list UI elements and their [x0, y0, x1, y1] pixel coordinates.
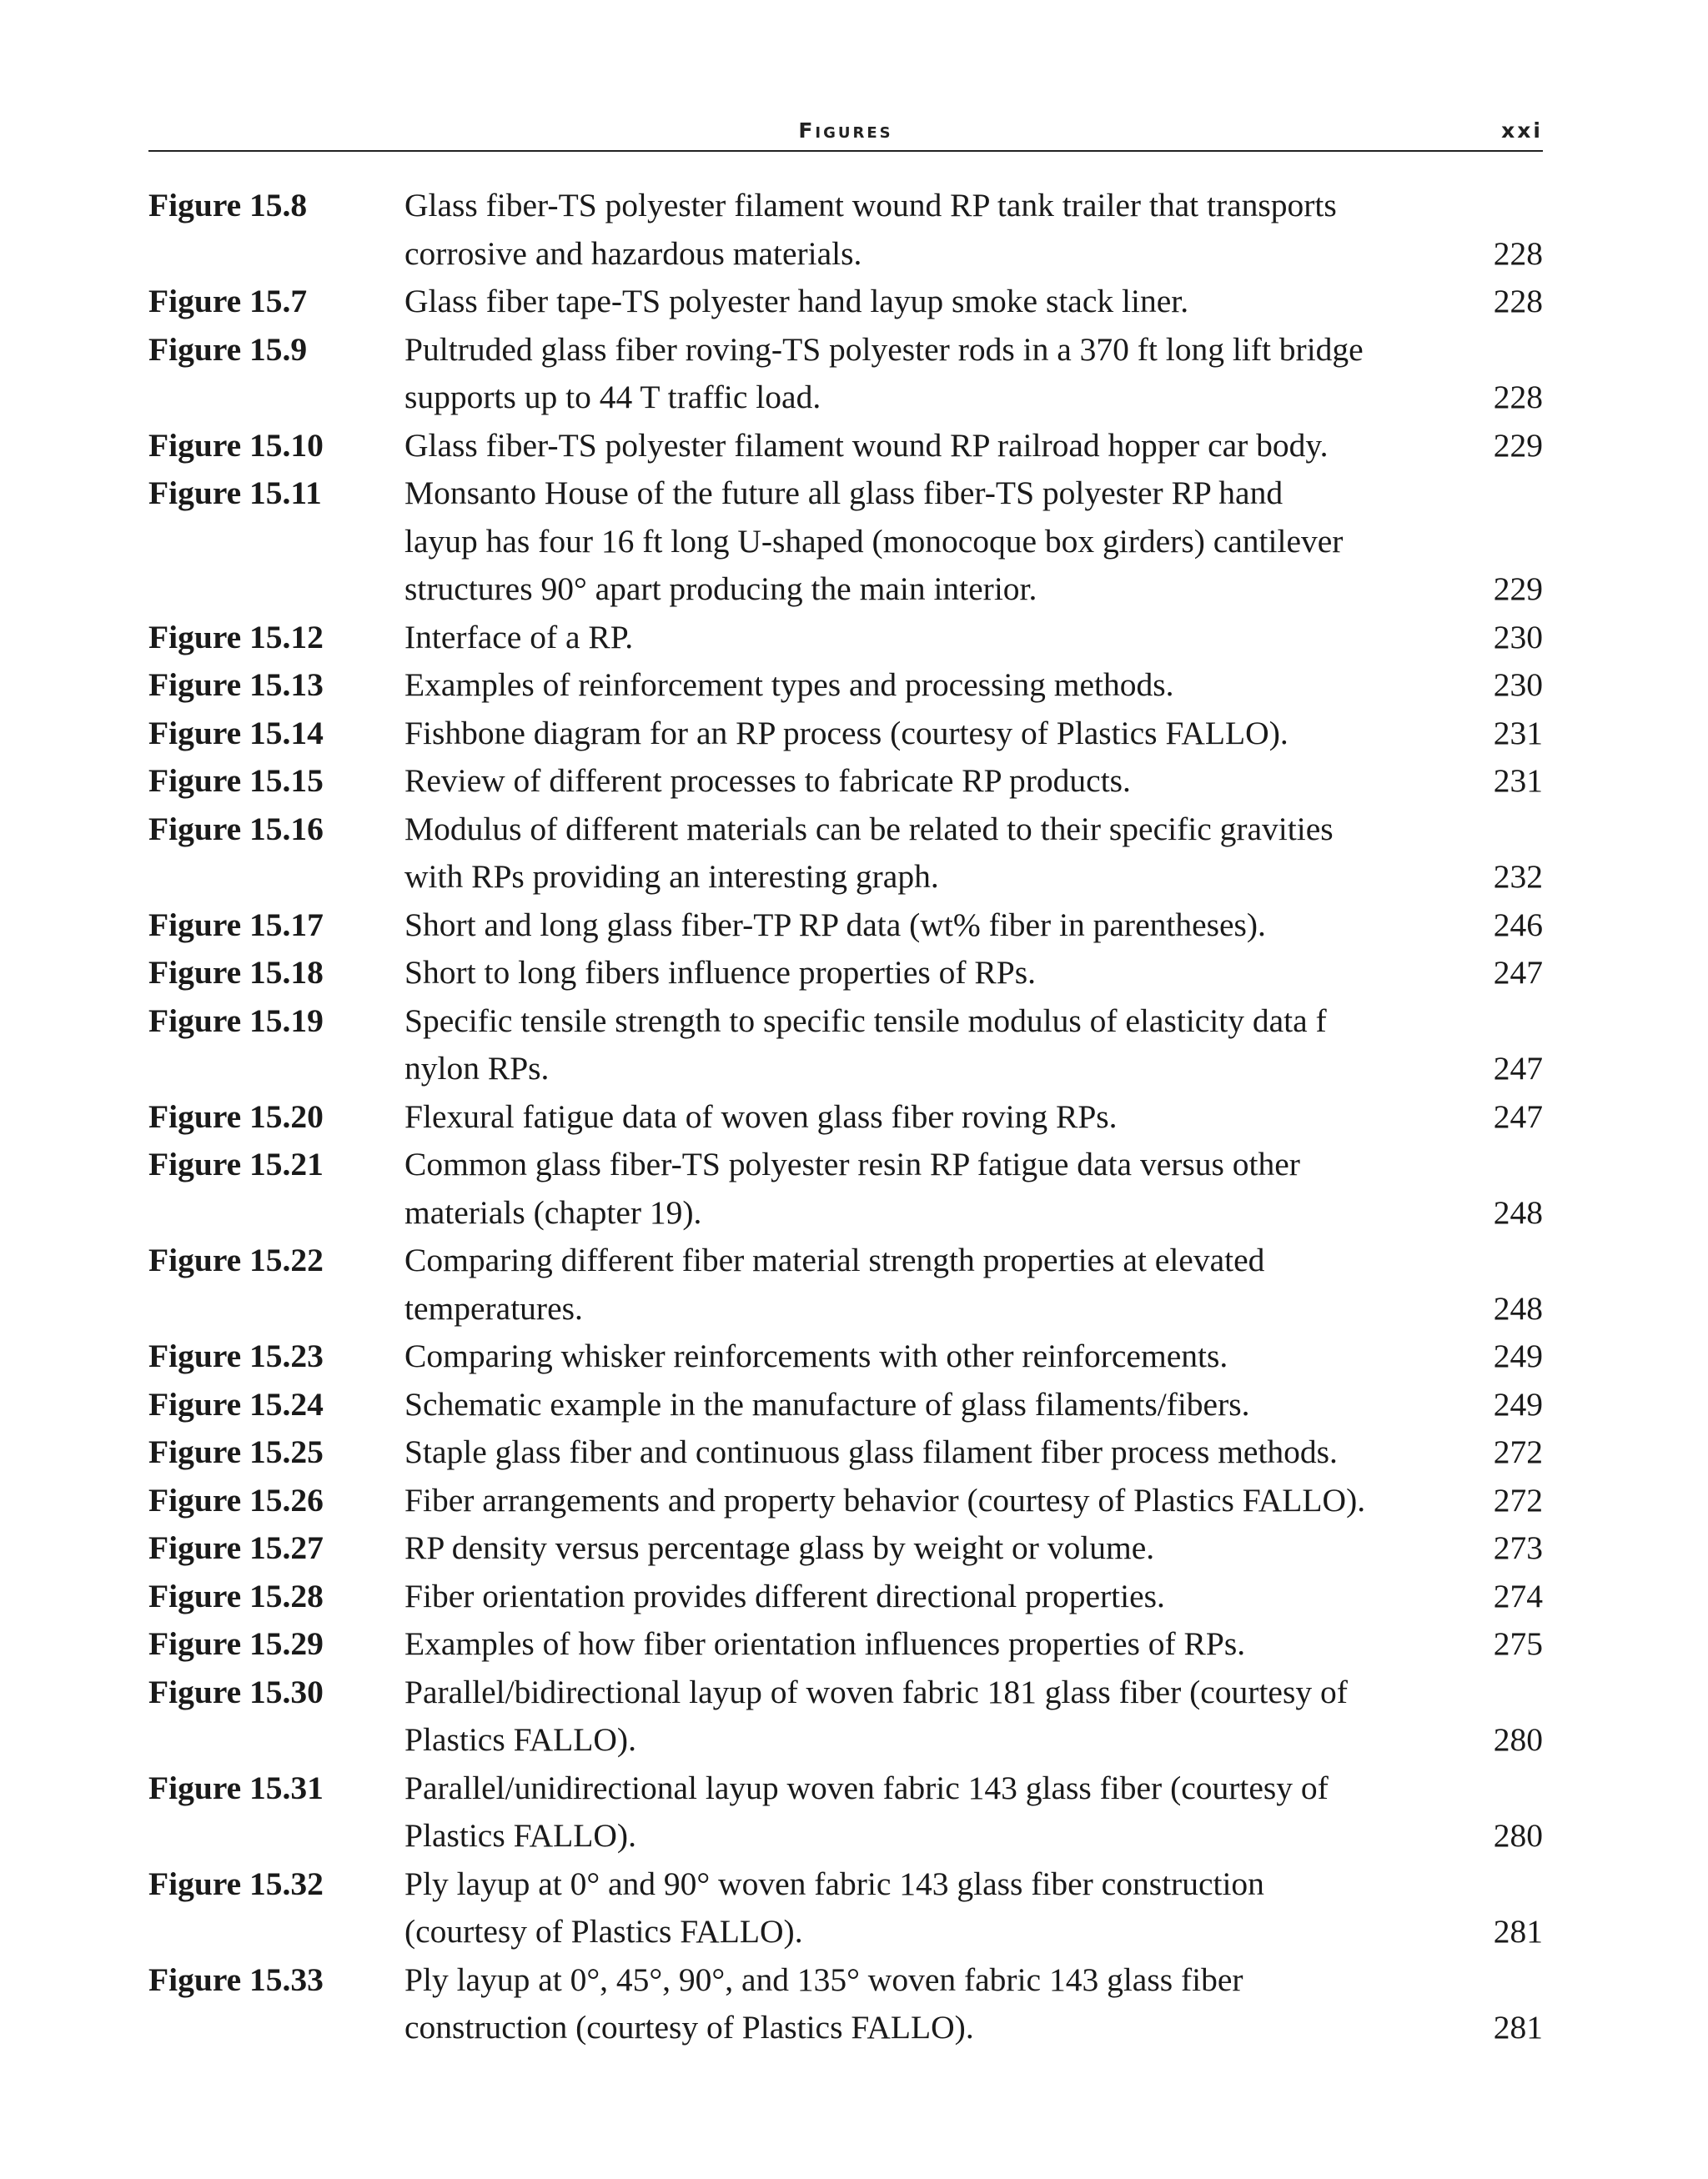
- figure-label: Figure 15.32: [148, 1865, 324, 1902]
- figure-entry: [148, 949, 1543, 997]
- figure-label: Figure 15.19: [148, 1002, 324, 1039]
- figure-caption: Short and long glass fiber-TP RP data (wt% fiber in parentheses).: [404, 906, 1266, 943]
- figure-label: Figure 15.28: [148, 1577, 324, 1614]
- figure-label: Figure 15.31: [148, 1769, 324, 1806]
- figure-caption: Staple glass fiber and continuous glass filament fiber process methods.: [404, 1433, 1338, 1470]
- figure-entry: [148, 1956, 1543, 2052]
- page-folio: xxi: [1501, 118, 1543, 143]
- figure-label: Figure 15.23: [148, 1338, 324, 1374]
- figure-entry: [148, 182, 1543, 278]
- figure-page-number: 272: [1493, 1481, 1543, 1519]
- figure-page-number: 248: [1493, 1289, 1543, 1327]
- figure-entry: [148, 1237, 1543, 1333]
- figure-page-number: 247: [1493, 1097, 1543, 1135]
- figure-caption: Examples of how fiber orientation influences properties of RPs.: [404, 1625, 1246, 1662]
- figure-label: Figure 15.16: [148, 810, 324, 847]
- figure-entry: [148, 1765, 1543, 1860]
- figure-label: Figure 15.12: [148, 618, 324, 655]
- figure-caption: Examples of reinforcement types and processing methods.: [404, 666, 1174, 703]
- figure-page-number: 273: [1493, 1529, 1543, 1566]
- figure-caption: Fiber orientation provides different directional properties.: [404, 1577, 1165, 1614]
- figure-caption: Fiber arrangements and property behavior (courtesy of Plastics FALLO).: [404, 1481, 1366, 1519]
- figure-entry: [148, 469, 1543, 614]
- figure-page-number: 247: [1493, 954, 1543, 991]
- figure-label: Figure 15.30: [148, 1673, 324, 1710]
- figure-page-number: 230: [1493, 618, 1543, 655]
- figure-page-number: 228: [1493, 283, 1543, 319]
- figure-caption: Short to long fibers influence properties of RPs.: [404, 954, 1036, 991]
- figure-page-number: 274: [1493, 1577, 1543, 1614]
- figure-entry: [148, 901, 1543, 950]
- figure-label: Figure 15.8: [148, 187, 308, 223]
- figure-caption: Glass fiber-TS polyester filament wound RP railroad hopper car body.: [404, 426, 1329, 464]
- figure-caption: Ply layup at 0°, 45°, 90°, and 135° woven fabric 143 glass fiber construction (courtesy of Plastics FALLO).: [404, 1961, 1243, 2046]
- figure-caption: Interface of a RP.: [404, 618, 634, 655]
- figure-label: Figure 15.10: [148, 426, 324, 464]
- figure-caption: Flexural fatigue data of woven glass fiber roving RPs.: [404, 1097, 1118, 1135]
- figure-page-number: 230: [1493, 666, 1543, 703]
- figure-caption: Common glass fiber-TS polyester resin RP fatigue data versus other materials (chapter 19).: [404, 1146, 1300, 1231]
- figure-page-number: 280: [1493, 1817, 1543, 1854]
- figure-caption: Pultruded glass fiber roving-TS polyester rods in a 370 ft long lift bridge supports up to 44 T traffic load.: [404, 330, 1364, 415]
- figure-label: Figure 15.22: [148, 1242, 324, 1278]
- figure-entry: [148, 326, 1543, 422]
- figure-entry: [148, 614, 1543, 662]
- figure-entry: [148, 710, 1543, 758]
- figure-caption: Parallel/bidirectional layup of woven fabric 181 glass fiber (courtesy of Plastics FALLO).: [404, 1673, 1348, 1758]
- figure-label: Figure 15.13: [148, 666, 324, 703]
- figure-entry: [148, 1860, 1543, 1956]
- figure-page-number: 275: [1493, 1625, 1543, 1662]
- figure-entry: [148, 1333, 1543, 1381]
- figure-page-number: 280: [1493, 1721, 1543, 1758]
- figure-entry: [148, 1428, 1543, 1477]
- figure-label: Figure 15.20: [148, 1097, 324, 1135]
- figure-entry: [148, 278, 1543, 326]
- figure-page-number: 231: [1493, 762, 1543, 799]
- figure-entry: [148, 757, 1543, 806]
- document-page: [148, 117, 1543, 2052]
- figure-caption: Fishbone diagram for an RP process (courtesy of Plastics FALLO).: [404, 714, 1289, 751]
- figure-entry: [148, 422, 1543, 470]
- figure-page-number: 228: [1493, 234, 1543, 272]
- figure-label: Figure 15.7: [148, 283, 308, 319]
- figure-entry: [148, 1620, 1543, 1669]
- figure-label: Figure 15.14: [148, 714, 324, 751]
- figure-caption: Comparing whisker reinforcements with other reinforcements.: [404, 1338, 1228, 1374]
- figure-entry: [148, 1141, 1543, 1237]
- figure-entry: [148, 997, 1543, 1093]
- figure-label: Figure 15.26: [148, 1481, 324, 1519]
- figure-caption: Glass fiber tape-TS polyester hand layup smoke stack liner.: [404, 283, 1189, 319]
- figure-page-number: 228: [1493, 379, 1543, 415]
- figure-entry: [148, 1381, 1543, 1429]
- figure-caption: Glass fiber-TS polyester filament wound RP tank trailer that transports corrosive and hazardous materials.: [404, 187, 1337, 272]
- figure-page-number: 249: [1493, 1385, 1543, 1423]
- figure-page-number: 229: [1493, 426, 1543, 464]
- figure-page-number: 272: [1493, 1433, 1543, 1470]
- figure-label: Figure 15.27: [148, 1529, 324, 1566]
- figure-caption: Ply layup at 0° and 90° woven fabric 143 glass fiber construction (courtesy of Plastics FALLO).: [404, 1865, 1264, 1950]
- figure-entry: [148, 1573, 1543, 1621]
- figure-caption: Schematic example in the manufacture of glass filaments/fibers.: [404, 1385, 1250, 1423]
- running-head: [148, 117, 1543, 152]
- figure-page-number: 232: [1493, 858, 1543, 895]
- figure-entry: [148, 1477, 1543, 1525]
- figure-page-number: 248: [1493, 1193, 1543, 1231]
- figure-caption: Specific tensile strength to specific tensile modulus of elasticity data f nylon RPs.: [404, 1002, 1327, 1087]
- figure-list: [148, 182, 1543, 2052]
- figure-label: Figure 15.25: [148, 1433, 324, 1470]
- figure-label: Figure 15.15: [148, 762, 324, 799]
- figure-entry: [148, 806, 1543, 901]
- figure-entry: [148, 1093, 1543, 1142]
- figure-page-number: 249: [1493, 1338, 1543, 1374]
- figure-page-number: 281: [1493, 1913, 1543, 1950]
- figure-page-number: 231: [1493, 714, 1543, 751]
- figure-label: Figure 15.17: [148, 906, 324, 943]
- figure-label: Figure 15.21: [148, 1146, 324, 1182]
- figure-caption: Modulus of different materials can be related to their specific gravities with RPs providing an interesting graph.: [404, 810, 1334, 895]
- figure-entry: [148, 1524, 1543, 1573]
- figure-label: Figure 15.24: [148, 1385, 324, 1423]
- figure-label: Figure 15.11: [148, 474, 322, 511]
- figure-caption: Monsanto House of the future all glass fiber-TS polyester RP hand layup has four 16 ft long U-shaped (monocoque box girders) cantilever structures 90° apart producing the main interior.: [404, 474, 1344, 607]
- figure-caption: Comparing different fiber material strength properties at elevated temperatures.: [404, 1242, 1265, 1327]
- figure-label: Figure 15.9: [148, 330, 308, 368]
- figure-entry: [148, 1669, 1543, 1765]
- running-head-title: Figures: [798, 118, 893, 143]
- figure-page-number: 247: [1493, 1050, 1543, 1087]
- figure-page-number: 229: [1493, 570, 1543, 607]
- figure-label: Figure 15.29: [148, 1625, 324, 1662]
- figure-entry: [148, 661, 1543, 710]
- figure-label: Figure 15.33: [148, 1961, 324, 1998]
- figure-page-number: 281: [1493, 2009, 1543, 2046]
- figure-page-number: 246: [1493, 906, 1543, 943]
- figure-caption: Review of different processes to fabricate RP products.: [404, 762, 1131, 799]
- figure-caption: RP density versus percentage glass by weight or volume.: [404, 1529, 1155, 1566]
- figure-caption: Parallel/unidirectional layup woven fabric 143 glass fiber (courtesy of Plastics FALLO).: [404, 1769, 1329, 1854]
- figure-label: Figure 15.18: [148, 954, 324, 991]
